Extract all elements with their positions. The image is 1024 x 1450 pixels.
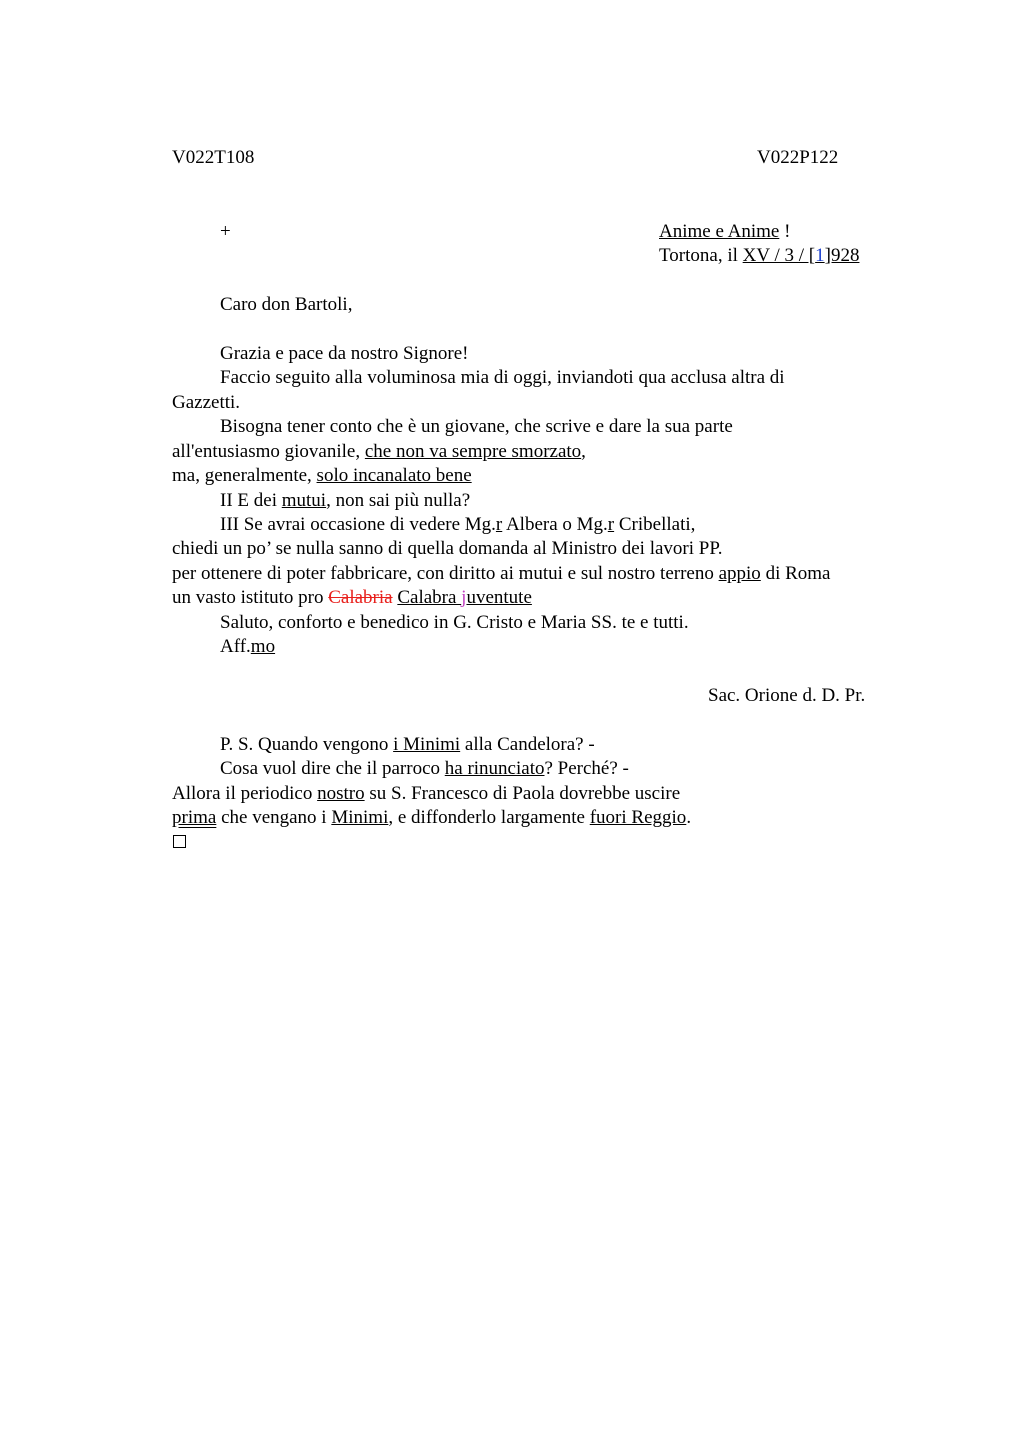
text-run: alla Candelora? - bbox=[460, 734, 595, 755]
postscript-line bbox=[172, 782, 680, 806]
body-line: Saluto, conforto e benedico in G. Cristo e Maria SS. te e tutti. bbox=[220, 612, 689, 633]
text-run: all'entusiasmo giovanile, bbox=[172, 441, 365, 462]
text-run: Aff. bbox=[220, 636, 251, 657]
dateline-date bbox=[743, 245, 860, 266]
postscript-line bbox=[220, 757, 629, 781]
postscript-line bbox=[172, 806, 691, 830]
underlined-run: mutui bbox=[281, 490, 327, 511]
double-underlined-run: prima bbox=[172, 807, 217, 828]
text-run: II E dei bbox=[220, 490, 282, 511]
date-part-2: 1 bbox=[815, 245, 825, 266]
underlined-run: fuori Reggio bbox=[589, 807, 687, 828]
underlined-run: r bbox=[607, 514, 615, 535]
text-run: ma, generalmente, bbox=[172, 465, 317, 486]
text-run: per ottenere di poter fabbricare, con diritto ai mutui e sul nostro terreno bbox=[172, 563, 719, 584]
body-line bbox=[172, 586, 532, 610]
body-line: Gazzetti. bbox=[172, 392, 241, 413]
underlined-run: appio bbox=[718, 563, 761, 584]
underlined-run: nostro bbox=[317, 783, 365, 804]
date-part-3: ]928 bbox=[824, 245, 860, 266]
body-line bbox=[172, 464, 472, 488]
postscript-line bbox=[220, 733, 595, 757]
text-run: Allora il periodico bbox=[172, 783, 318, 804]
dateline bbox=[659, 244, 859, 268]
text-run: ? Perché? - bbox=[544, 758, 629, 779]
doc-code-right: V022P122 bbox=[757, 147, 839, 168]
underlined-run: solo incanalato bene bbox=[316, 465, 472, 486]
underlined-run: Calabra bbox=[397, 587, 462, 608]
text-run: di Roma bbox=[760, 563, 831, 584]
underlined-run: ha rinunciato bbox=[444, 758, 545, 779]
text-run: , bbox=[581, 441, 586, 462]
text-run: , e diffonderlo largamente bbox=[388, 807, 590, 828]
text-run: Cosa vuol dire che il parroco bbox=[220, 758, 445, 779]
body-line bbox=[172, 562, 830, 586]
body-line: Bisogna tener conto che è un giovane, che scrive e dare la sua parte bbox=[220, 416, 733, 437]
date-part-1: XV / 3 / [ bbox=[742, 245, 816, 266]
body-line bbox=[172, 440, 586, 464]
motto-text: Anime e Anime bbox=[659, 221, 780, 242]
deleted-run: Calabria bbox=[328, 587, 393, 608]
underlined-run: i Minimi bbox=[393, 734, 461, 755]
dateline-prefix: Tortona, il bbox=[659, 245, 743, 266]
text-run: P. S. Quando vengono bbox=[220, 734, 394, 755]
text-run: un vasto istituto pro bbox=[172, 587, 329, 608]
underlined-run: uventute bbox=[466, 587, 532, 608]
text-run: che vengano i bbox=[216, 807, 332, 828]
motto bbox=[659, 220, 790, 244]
body-line: chiedi un po’ se nulla sanno di quella domanda al Ministro dei lavori PP. bbox=[172, 538, 723, 559]
signature: Sac. Orione d. D. Pr. bbox=[708, 685, 866, 706]
inserted-run: j bbox=[461, 587, 467, 608]
underlined-run: mo bbox=[250, 636, 276, 657]
salutation: Caro don Bartoli, bbox=[220, 294, 353, 315]
body-line bbox=[220, 513, 695, 537]
text-run: su S. Francesco di Paola dovrebbe uscire bbox=[364, 783, 681, 804]
text-run: , non sai più nulla? bbox=[326, 490, 471, 511]
body-line: Faccio seguito alla voluminosa mia di oggi, inviandoti qua acclusa altra di bbox=[220, 367, 785, 388]
body-line bbox=[220, 635, 275, 659]
text-run: Albera o Mg. bbox=[502, 514, 608, 535]
end-box-icon bbox=[173, 835, 186, 848]
text-run: . bbox=[686, 807, 692, 828]
cross-mark: + bbox=[220, 221, 231, 242]
motto-tail: ! bbox=[779, 221, 791, 242]
underlined-run: Minimi bbox=[331, 807, 389, 828]
text-run: Cribellati, bbox=[614, 514, 696, 535]
body-line bbox=[220, 489, 470, 513]
underlined-run: che non va sempre smorzato bbox=[364, 441, 582, 462]
body-line: Grazia e pace da nostro Signore! bbox=[220, 343, 469, 364]
text-run: III Se avrai occasione di vedere Mg. bbox=[220, 514, 496, 535]
doc-code-left: V022T108 bbox=[172, 147, 255, 168]
underlined-run: r bbox=[495, 514, 503, 535]
